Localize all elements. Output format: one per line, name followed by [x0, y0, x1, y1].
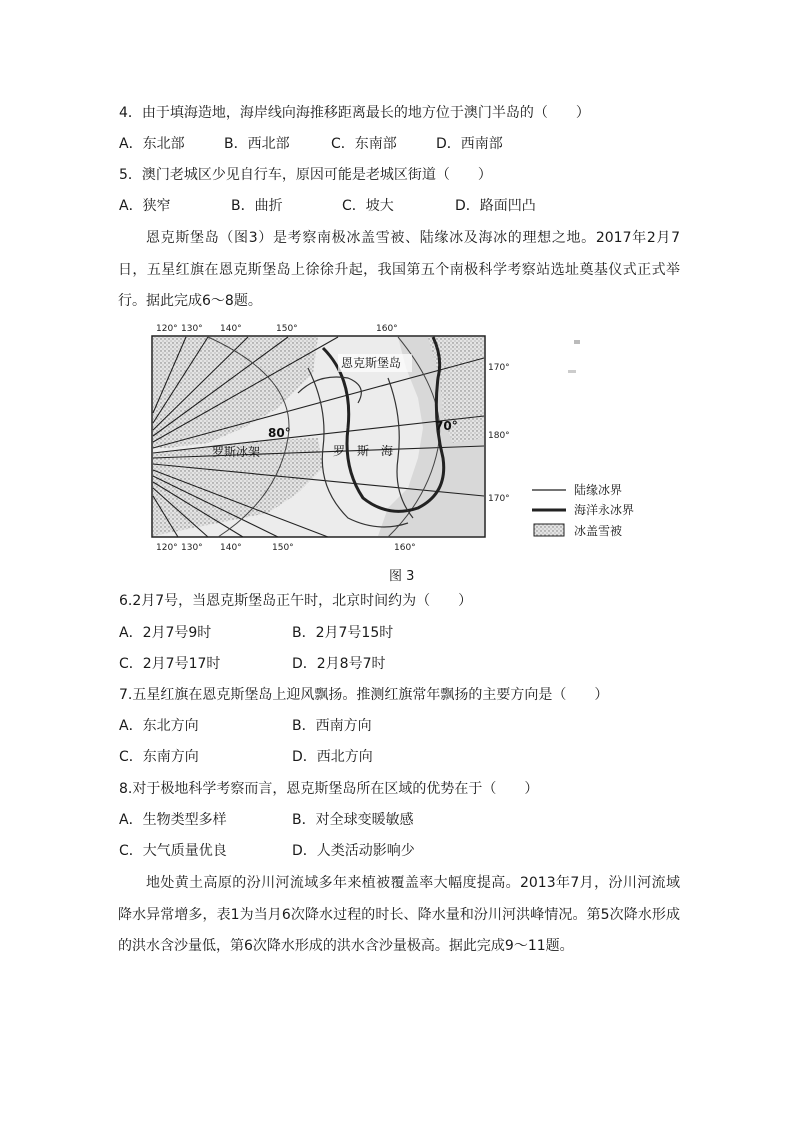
- question-4-option-a[interactable]: A．东北部: [119, 136, 185, 152]
- legend-ice-cap-swatch: [534, 524, 564, 536]
- label-ross-ice-shelf: 罗斯冰架: [212, 445, 261, 459]
- question-4-option-b[interactable]: B．西北部: [224, 136, 290, 152]
- question-5-option-a[interactable]: A．狭窄: [119, 198, 171, 214]
- bottom-lon-140: 140°: [220, 543, 242, 553]
- question-4-option-d[interactable]: D．西南部: [436, 136, 503, 152]
- right-lon-170-bottom: 170°: [488, 494, 510, 504]
- question-8-option-d[interactable]: D．人类活动影响少: [292, 843, 415, 859]
- passage-loess-plateau: 地处黄土高原的汾川河流域多年来植被覆盖率大幅度提高。2013年7月，汾川河流域降水异常增多，表1为当月6次降水过程的时长、降水量和汾川河洪峰情况。第5次降水形成的洪水含沙量低，第6次降水形成的洪水含沙量极高。据此完成9～11题。: [118, 875, 680, 954]
- question-7-option-a[interactable]: A．东北方向: [119, 718, 199, 734]
- top-lon-160: 160°: [376, 324, 398, 334]
- question-4-option-c[interactable]: C．东南部: [331, 136, 397, 152]
- question-6-stem: 6.2月7号，当恩克斯堡岛正午时，北京时间约为（ ）: [119, 593, 473, 609]
- question-5-option-d[interactable]: D．路面凹凸: [455, 198, 536, 214]
- top-lon-120: 120°: [156, 324, 178, 334]
- top-lon-150: 150°: [276, 324, 298, 334]
- right-lon-170-top: 170°: [488, 363, 510, 373]
- question-6-option-a[interactable]: A．2月7号9时: [119, 625, 212, 641]
- lat-label-80: 80°: [268, 426, 291, 440]
- question-5-stem: 5．澳门老城区少见自行车，原因可能是老城区街道（ ）: [119, 167, 492, 183]
- question-7-option-c[interactable]: C．东南方向: [119, 749, 199, 765]
- question-6-option-b[interactable]: B．2月7号15时: [292, 625, 394, 641]
- question-8-option-c[interactable]: C．大气质量优良: [119, 843, 227, 859]
- question-7-stem: 7.五星红旗在恩克斯堡岛上迎风飘扬。推测红旗常年飘扬的主要方向是（ ）: [119, 687, 609, 703]
- question-6-option-c[interactable]: C．2月7号17时: [119, 656, 221, 672]
- question-8-option-b[interactable]: B．对全球变暖敏感: [292, 812, 414, 828]
- question-6-option-d[interactable]: D．2月8号7时: [292, 656, 386, 672]
- lat-label-70: 70°: [435, 419, 458, 433]
- top-lon-130: 130°: [181, 324, 203, 334]
- bottom-lon-120: 120°: [156, 543, 178, 553]
- top-lon-140: 140°: [220, 324, 242, 334]
- legend-land-ice-label: 陆缘冰界: [574, 483, 623, 497]
- passage-antarctic: 恩克斯堡岛（图3）是考察南极冰盖雪被、陆缘冰及海冰的理想之地。2017年2月7日，五星红旗在恩克斯堡岛上徐徐升起，我国第五个南极科学考察站选址奠基仪式正式举行。据此完成6～8题。: [118, 230, 680, 309]
- question-8-option-a[interactable]: A．生物类型多样: [119, 812, 227, 828]
- right-lon-180: 180°: [488, 431, 510, 441]
- legend-ice-cap-label: 冰盖雪被: [574, 524, 623, 538]
- question-7-option-b[interactable]: B．西南方向: [292, 718, 372, 734]
- bottom-lon-150: 150°: [272, 543, 294, 553]
- legend: [532, 482, 634, 538]
- label-ross-sea: 罗 斯 海: [333, 444, 394, 458]
- label-island: 恩克斯堡岛: [341, 356, 402, 370]
- question-8-stem: 8.对于极地科学考察而言，恩克斯堡岛所在区域的优势在于（ ）: [119, 781, 539, 797]
- question-5-option-c[interactable]: C．坡大: [342, 198, 394, 214]
- legend-sea-ice-label: 海洋永冰界: [574, 503, 635, 517]
- bottom-lon-130: 130°: [181, 543, 203, 553]
- figure-caption: 图 3: [389, 569, 415, 584]
- figure-3-map: [148, 318, 648, 558]
- map-svg: [148, 318, 648, 558]
- bottom-lon-160: 160°: [394, 543, 416, 553]
- question-4-stem: 4．由于填海造地，海岸线向海推移距离最长的地方位于澳门半岛的（ ）: [119, 105, 590, 121]
- question-5-option-b[interactable]: B．曲折: [231, 198, 283, 214]
- question-7-option-d[interactable]: D．西北方向: [292, 749, 373, 765]
